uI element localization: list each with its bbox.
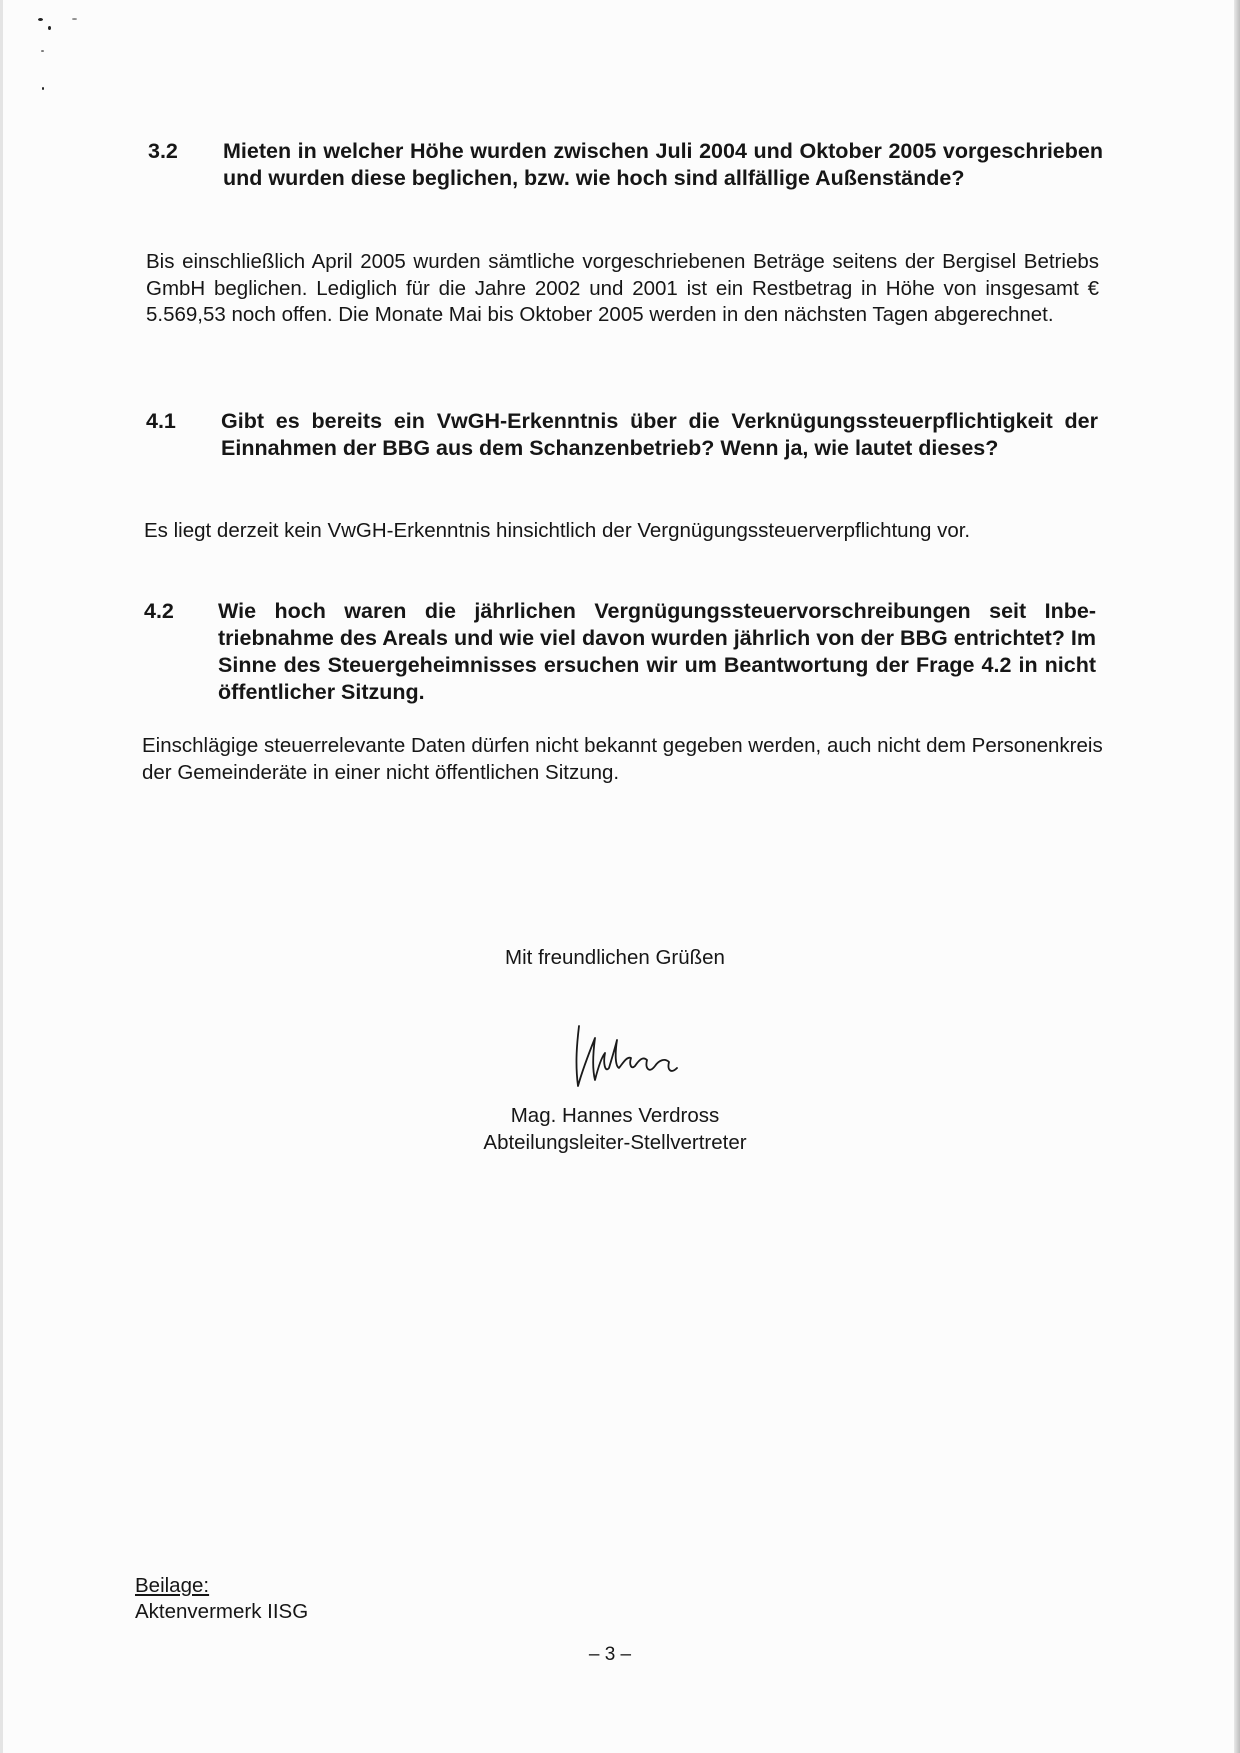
answer-4-2: Einschlägige steuerrelevante Daten dürfen nicht bekannt gegeben werden, auch nicht dem Personenkreis der Gemeinderäte in einer nicht öffentlichen Sitzung. bbox=[142, 734, 1103, 784]
question-number: 4.1 bbox=[146, 409, 176, 433]
signatory-title: Abteilungsleiter-Stellvertreter bbox=[483, 1131, 747, 1154]
answer-4-1: Es liegt derzeit kein VwGH-Erkenntnis hinsichtlich der Vergnügungssteuerverpflichtung vor. bbox=[144, 519, 971, 542]
attachment-label: Beilage: bbox=[135, 1574, 210, 1597]
question-text: Wie hoch waren die jährlichen Vergnügungssteuervorschreibungen seit Inbetriebnahme des Areals und wie viel davon wurden jährlich von der BBG entrichtet? Im Sinne des Steuergeheimnisses ersuchen wir um Beantwortung der Frage 4.2 in nicht öffentlicher Sitzung. bbox=[218, 599, 1096, 704]
scan-edge-right bbox=[1234, 0, 1240, 1753]
signatory-name: Mag. Hannes Verdross bbox=[510, 1104, 720, 1127]
attachment-item: Aktenvermerk IISG bbox=[135, 1600, 309, 1623]
attachment-block bbox=[135, 1573, 308, 1625]
closing-greeting: Mit freundlichen Grüßen bbox=[505, 946, 725, 969]
answer-3-2: Bis einschließlich April 2005 wurden sämtliche vorgeschriebenen Beträge seitens der Bergisel Betriebs GmbH beglichen. Lediglich für die Jahre 2002 und 2001 ist ein Restbetrag in Höhe von insgesamt € 5.569,53 noch offen. Die Monate Mai bis Oktober 2005 werden in den nächsten Tagen abgerechnet. bbox=[146, 250, 1099, 326]
question-text: Gibt es bereits ein VwGH-Erkenntnis über die Verknügungssteuerpflichtigkeit der Einnahmen der BBG aus dem Schanzenbetrieb? Wenn ja, wie lautet dieses? bbox=[221, 409, 1098, 460]
scan-edge-left bbox=[0, 0, 3, 1753]
question-number: 3.2 bbox=[148, 139, 178, 163]
page-number: – 3 – bbox=[588, 1644, 632, 1665]
signature-image bbox=[565, 1018, 695, 1098]
question-text: Mieten in welcher Höhe wurden zwischen Juli 2004 und Oktober 2005 vorgeschrieben und wurden diese beglichen, bzw. wie hoch sind allfällige Außenstände? bbox=[223, 139, 1103, 190]
question-number: 4.2 bbox=[144, 599, 174, 623]
